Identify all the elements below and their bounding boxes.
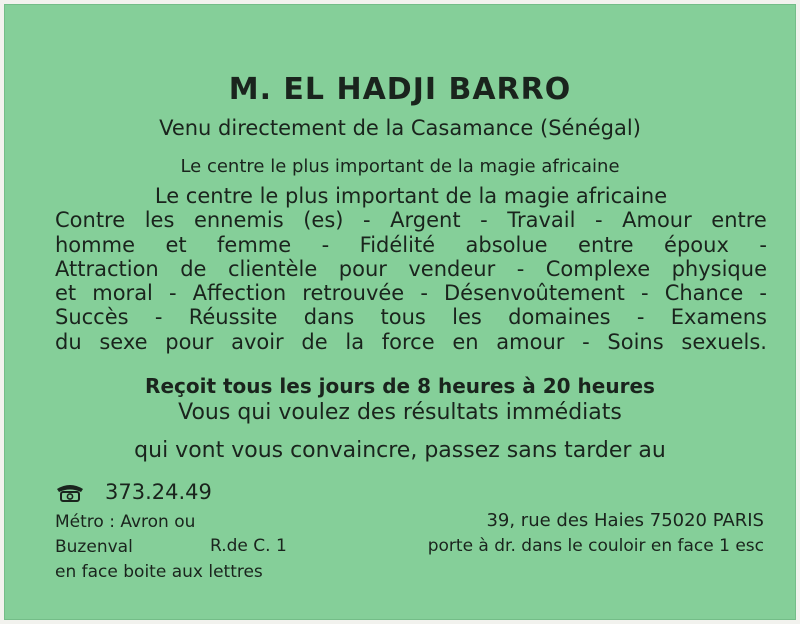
services-line: Contre les ennemis (es) - Argent - Travail - Amour entre [55,208,767,233]
phone-number: 373.24.49 [105,480,212,504]
card-tagline: Le centre le plus important de la magie africaine [180,156,620,177]
phone-block [55,480,212,504]
results-line-2: qui vont vous convaincre, passez sans tarder au [134,438,666,463]
card-title: M. EL HADJI BARRO [228,72,572,107]
services-line: Attraction de clientèle pour vendeur - Complexe physique [55,256,767,281]
opening-hours: Reçoit tous les jours de 8 heures à 20 heures [145,374,655,398]
mailbox-note: en face boite aux lettres [55,562,263,582]
business-card [4,4,796,620]
card-subtitle: Venu directement de la Casamance (Sénégal) [159,116,641,140]
services-line: Succès - Réussite dans tous les domaines - Examens [55,305,767,330]
services-list [55,184,767,354]
services-line: homme et femme - Fidélité absolue entre époux - [55,232,767,257]
services-line: du sexe pour avoir de la force en amour - Soins sexuels. [55,329,767,354]
floor-info: R.de C. 1 [210,536,287,556]
metro-line-1: Métro : Avron ou [55,512,196,532]
street-address: 39, rue des Haies 75020 PARIS [486,510,764,531]
services-line: et moral - Affection retrouvée - Désenvoûtement - Chance - [55,281,767,306]
results-line-1: Vous qui voulez des résultats immédiats [178,400,622,425]
metro-line-2: Buzenval [55,537,133,557]
door-directions: porte à dr. dans le couloir en face 1 esc [427,536,764,556]
services-line: Le centre le plus important de la magie africaine [154,184,668,208]
telephone-icon [55,482,85,502]
